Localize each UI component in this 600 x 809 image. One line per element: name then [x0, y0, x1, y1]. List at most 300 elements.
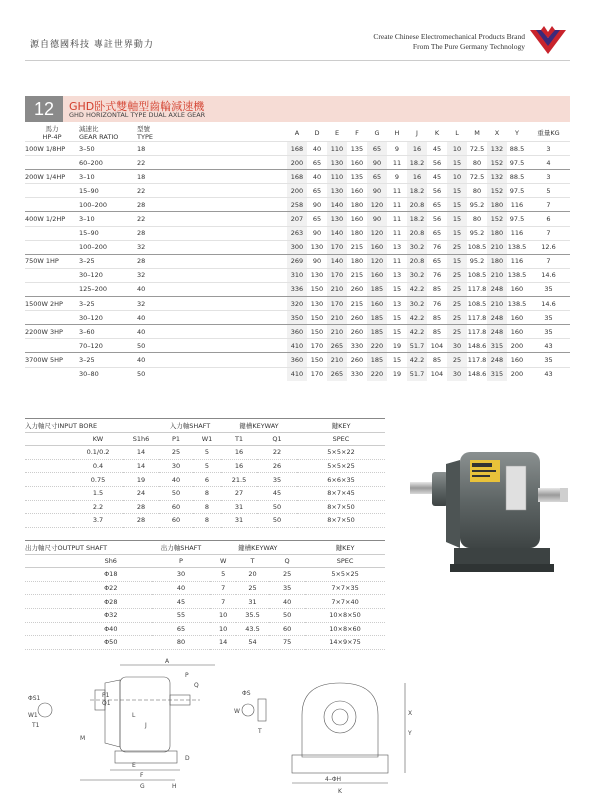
dim-cell: 25: [447, 353, 467, 367]
output-shaft-section: [25, 540, 385, 650]
input-row: [25, 446, 385, 460]
input-cell: 5: [193, 459, 221, 473]
dim-cell: 130: [327, 212, 347, 226]
dim-cell: 18.2: [407, 184, 427, 198]
ratio-cell: 30–120: [79, 311, 137, 325]
header-weight: 重量KG: [537, 128, 560, 137]
dim-cell: 15: [387, 282, 407, 296]
input-cell: 8: [193, 500, 221, 514]
dim-cell: 140: [327, 198, 347, 212]
dim-cell: 108.5: [467, 268, 487, 282]
dim-cell: 25: [447, 297, 467, 311]
dim-cell: 170: [327, 240, 347, 254]
output-cell: 10: [210, 608, 235, 622]
dim-cell: 152: [487, 184, 507, 198]
dim-cell: 138.5: [507, 268, 527, 282]
header-brand-text: [373, 32, 525, 52]
output-keyway-group: 鍵槽KEYWAY: [210, 541, 305, 555]
dim-cell: 200: [287, 184, 307, 198]
dim-cell: 160: [367, 268, 387, 282]
type-cell: 18: [137, 142, 287, 156]
weight-cell: 14.6: [527, 297, 570, 311]
weight-cell: 14.6: [527, 268, 570, 282]
dim-cell: 13: [387, 297, 407, 311]
input-cell: 30: [159, 459, 193, 473]
dim-cell: 138.5: [507, 297, 527, 311]
power-cell: 100W 1/8HP: [25, 142, 79, 156]
power-cell: [25, 367, 79, 381]
spec-table: [25, 124, 570, 381]
dim-cell: 76: [427, 240, 447, 254]
dim-cell: 10: [447, 142, 467, 156]
output-key-group: 鍵KEY: [305, 541, 385, 555]
dim-cell: 148.6: [467, 339, 487, 353]
dim-cell: 180: [347, 254, 367, 268]
output-cell: Φ40: [70, 622, 152, 636]
dim-cell: 135: [347, 170, 367, 184]
input-col: T1: [221, 432, 257, 446]
input-col: SPEC: [297, 432, 385, 446]
dim-cell: 56: [427, 184, 447, 198]
dimension-drawing: [20, 655, 580, 795]
dim-cell: 160: [507, 325, 527, 339]
dim-cell: 95.2: [467, 198, 487, 212]
input-cell: 31: [221, 514, 257, 528]
dim-cell: 130: [307, 240, 327, 254]
power-cell: [25, 240, 79, 254]
dim-cell: 132: [487, 170, 507, 184]
input-cell: 31: [221, 500, 257, 514]
input-row: [25, 473, 385, 487]
input-cell: 60: [159, 514, 193, 528]
dim-cell: 130: [327, 156, 347, 170]
dim-cell: 210: [327, 353, 347, 367]
dim-cell: 170: [307, 367, 327, 381]
dim-cell: 11: [387, 156, 407, 170]
dim-cell: 51.7: [407, 367, 427, 381]
dim-cell: 180: [487, 198, 507, 212]
dim-cell: 180: [487, 254, 507, 268]
output-cell: 25: [269, 568, 305, 582]
input-cell: 5×5×22: [297, 446, 385, 460]
output-cell: 40: [152, 581, 211, 595]
input-cell: 1.5: [73, 486, 123, 500]
dim-cell: 16: [407, 170, 427, 184]
output-row: [25, 568, 385, 582]
weight-cell: 35: [527, 282, 570, 296]
type-cell: 28: [137, 226, 287, 240]
spec-row: [25, 325, 570, 339]
dim-cell: 85: [427, 325, 447, 339]
input-cell: 8: [193, 486, 221, 500]
dim-cell: 168: [287, 142, 307, 156]
dim-cell: 30.2: [407, 297, 427, 311]
weight-cell: 43: [527, 339, 570, 353]
dim-cell: 315: [487, 367, 507, 381]
dim-cell: 116: [507, 198, 527, 212]
header-dim: L: [447, 124, 467, 142]
power-cell: 750W 1HP: [25, 254, 79, 268]
dim-cell: 210: [327, 282, 347, 296]
dim-label-q1: Q1: [102, 700, 111, 707]
spec-row: [25, 367, 570, 381]
dim-cell: 9: [387, 142, 407, 156]
dim-cell: 200: [507, 339, 527, 353]
dim-cell: 210: [327, 311, 347, 325]
section-title-cn: GHD卧式雙軸型齒輪減速機: [69, 100, 205, 113]
dim-cell: 11: [387, 254, 407, 268]
output-cell: 20: [236, 568, 269, 582]
dim-cell: 315: [487, 339, 507, 353]
dim-cell: 85: [427, 282, 447, 296]
input-cell: 8×7×50: [297, 500, 385, 514]
output-cell: Φ22: [70, 581, 152, 595]
dim-cell: 56: [427, 156, 447, 170]
weight-cell: 3: [527, 170, 570, 184]
input-row: [25, 459, 385, 473]
brand-logo-icon: [530, 26, 566, 54]
spec-row: [25, 339, 570, 353]
output-row: [25, 581, 385, 595]
output-shaft-group: 出力軸SHAFT: [152, 541, 211, 555]
power-cell: [25, 311, 79, 325]
dim-cell: 104: [427, 367, 447, 381]
spec-row: [25, 212, 570, 226]
dim-cell: 330: [347, 339, 367, 353]
power-cell: 400W 1/2HP: [25, 212, 79, 226]
header-dim: A: [287, 124, 307, 142]
dim-label-p: P: [185, 672, 189, 679]
output-cell: 35.5: [236, 608, 269, 622]
input-cell: 8×7×50: [297, 514, 385, 528]
spec-row: [25, 198, 570, 212]
dim-cell: 65: [367, 170, 387, 184]
dim-cell: 350: [287, 311, 307, 325]
brand-line-1: Create Chinese Electromechanical Products Brand: [373, 32, 525, 41]
header-power: 馬力 HP-4P: [42, 124, 62, 141]
dim-cell: 15: [387, 353, 407, 367]
dim-cell: 56: [427, 212, 447, 226]
type-cell: 32: [137, 240, 287, 254]
input-cell: 5×5×25: [297, 459, 385, 473]
dim-cell: 13: [387, 240, 407, 254]
dim-cell: 180: [347, 226, 367, 240]
dim-cell: 120: [367, 254, 387, 268]
section-number: 12: [25, 96, 63, 122]
dim-cell: 210: [487, 297, 507, 311]
dim-cell: 18.2: [407, 156, 427, 170]
dim-cell: 20.8: [407, 226, 427, 240]
ratio-cell: 60–200: [79, 156, 137, 170]
spec-row: [25, 184, 570, 198]
dim-cell: 215: [347, 268, 367, 282]
dim-label-p1: P1: [102, 692, 110, 699]
dim-cell: 15: [447, 184, 467, 198]
spec-row: [25, 170, 570, 184]
input-cell: 2.2: [73, 500, 123, 514]
input-cell: 21.5: [221, 473, 257, 487]
output-cell: 14×9×75: [305, 636, 385, 650]
dim-cell: 160: [347, 156, 367, 170]
input-cell: 27: [221, 486, 257, 500]
dim-cell: 19: [387, 339, 407, 353]
dim-cell: 13: [387, 268, 407, 282]
dim-cell: 97.5: [507, 212, 527, 226]
type-cell: 50: [137, 339, 287, 353]
spec-row: [25, 254, 570, 268]
dim-cell: 220: [367, 367, 387, 381]
dim-cell: 260: [347, 311, 367, 325]
brand-line-2: From The Pure Germany Technology: [412, 42, 525, 51]
ratio-cell: 100–200: [79, 198, 137, 212]
input-cell: 50: [159, 486, 193, 500]
dim-cell: 117.8: [467, 325, 487, 339]
dim-cell: 104: [427, 339, 447, 353]
input-keyway-group: 鍵槽KEYWAY: [221, 419, 297, 433]
dim-cell: 150: [307, 325, 327, 339]
dim-cell: 80: [467, 156, 487, 170]
output-cell: 43.5: [236, 622, 269, 636]
weight-cell: 5: [527, 184, 570, 198]
type-cell: 18: [137, 170, 287, 184]
dim-cell: 160: [507, 311, 527, 325]
spec-row: [25, 282, 570, 296]
weight-cell: 43: [527, 367, 570, 381]
output-cell: 7×7×35: [305, 581, 385, 595]
type-cell: 40: [137, 353, 287, 367]
header-slogan: 源自德國科技 專註世界動力: [30, 40, 154, 50]
output-cell: 45: [152, 595, 211, 609]
dim-cell: 140: [327, 226, 347, 240]
output-col: W: [210, 554, 235, 568]
power-cell: [25, 339, 79, 353]
dim-cell: 160: [347, 184, 367, 198]
spec-row: [25, 268, 570, 282]
input-cell: 19: [123, 473, 159, 487]
dim-cell: 80: [467, 184, 487, 198]
output-cell: Φ50: [70, 636, 152, 650]
dim-cell: 15: [387, 325, 407, 339]
input-col: KW: [73, 432, 123, 446]
ratio-cell: 100–200: [79, 240, 137, 254]
input-cell: 24: [123, 486, 159, 500]
output-col: P: [152, 554, 211, 568]
weight-cell: 7: [527, 254, 570, 268]
input-cell: 35: [257, 473, 297, 487]
dim-cell: 150: [307, 353, 327, 367]
input-col: W1: [193, 432, 221, 446]
dim-cell: 160: [367, 240, 387, 254]
dim-cell: 300: [287, 240, 307, 254]
input-cell: 26: [257, 459, 297, 473]
spec-row: [25, 353, 570, 367]
dim-cell: 95.2: [467, 254, 487, 268]
dim-cell: 160: [507, 282, 527, 296]
header-type: 型號 TYPE: [137, 124, 153, 141]
dim-cell: 117.8: [467, 311, 487, 325]
output-cell: 54: [236, 636, 269, 650]
input-cell: 6×6×35: [297, 473, 385, 487]
dim-cell: 248: [487, 353, 507, 367]
header-dim: F: [347, 124, 367, 142]
dim-cell: 72.5: [467, 170, 487, 184]
ratio-cell: 3–25: [79, 297, 137, 311]
output-col: Sh6: [70, 554, 152, 568]
dim-label-q: Q: [194, 682, 199, 689]
dim-cell: 11: [387, 212, 407, 226]
dim-cell: 130: [327, 184, 347, 198]
output-cell: 7×7×40: [305, 595, 385, 609]
input-cell: 22: [257, 446, 297, 460]
output-cell: 25: [236, 581, 269, 595]
output-cell: 30: [152, 568, 211, 582]
dim-label-s: ΦS: [242, 690, 251, 697]
dim-label-f: F: [140, 772, 144, 779]
dim-cell: 220: [367, 339, 387, 353]
dim-cell: 265: [327, 367, 347, 381]
output-cell: Φ28: [70, 595, 152, 609]
dim-cell: 248: [487, 282, 507, 296]
dim-cell: 185: [367, 282, 387, 296]
dim-cell: 170: [307, 339, 327, 353]
dim-cell: 90: [307, 254, 327, 268]
dim-cell: 310: [287, 268, 307, 282]
input-col: P1: [159, 432, 193, 446]
input-cell: 6: [193, 473, 221, 487]
dim-cell: 88.5: [507, 170, 527, 184]
input-cell: 0.4: [73, 459, 123, 473]
section-title-en: GHD HORIZONTAL TYPE DUAL AXLE GEAR: [69, 111, 206, 119]
output-cell: 7: [210, 581, 235, 595]
dim-cell: 200: [287, 156, 307, 170]
dim-cell: 410: [287, 367, 307, 381]
dim-cell: 10: [447, 170, 467, 184]
weight-cell: 4: [527, 156, 570, 170]
output-cell: 60: [269, 622, 305, 636]
header-divider: [25, 60, 570, 61]
weight-cell: 35: [527, 311, 570, 325]
weight-cell: 35: [527, 325, 570, 339]
dim-cell: 65: [427, 198, 447, 212]
dim-cell: 120: [367, 198, 387, 212]
dim-cell: 11: [387, 184, 407, 198]
dim-cell: 160: [367, 297, 387, 311]
input-cell: 60: [159, 500, 193, 514]
dim-cell: 65: [307, 184, 327, 198]
input-cell: 8×7×45: [297, 486, 385, 500]
dim-cell: 117.8: [467, 282, 487, 296]
type-cell: 40: [137, 311, 287, 325]
type-cell: 32: [137, 268, 287, 282]
power-cell: [25, 226, 79, 240]
dim-cell: 19: [387, 367, 407, 381]
dim-cell: 11: [387, 226, 407, 240]
ratio-cell: 3–50: [79, 142, 137, 156]
dim-label-x: X: [408, 710, 413, 717]
input-row: [25, 514, 385, 528]
header-dim: X: [487, 124, 507, 142]
dim-cell: 200: [507, 367, 527, 381]
input-row: [25, 500, 385, 514]
dim-label-m: M: [80, 735, 86, 742]
dim-cell: 25: [447, 240, 467, 254]
dim-cell: 260: [347, 325, 367, 339]
output-cell: Φ18: [70, 568, 152, 582]
output-cell: 65: [152, 622, 211, 636]
spec-table-header: [25, 124, 570, 142]
spec-row: [25, 142, 570, 156]
dim-cell: 15: [447, 212, 467, 226]
dim-cell: 15: [447, 198, 467, 212]
dim-cell: 210: [327, 325, 347, 339]
input-cell: 40: [159, 473, 193, 487]
dim-cell: 88.5: [507, 142, 527, 156]
dim-cell: 269: [287, 254, 307, 268]
power-cell: [25, 156, 79, 170]
type-cell: 22: [137, 212, 287, 226]
type-cell: 28: [137, 198, 287, 212]
dim-cell: 90: [367, 184, 387, 198]
output-cell: 10: [210, 622, 235, 636]
output-cell: Φ32: [70, 608, 152, 622]
input-row: [25, 486, 385, 500]
dim-label-e: E: [132, 762, 136, 769]
dim-cell: 140: [327, 254, 347, 268]
input-cell: 16: [221, 459, 257, 473]
header-dim: Y: [507, 124, 527, 142]
dim-cell: 15: [387, 311, 407, 325]
dim-cell: 248: [487, 311, 507, 325]
input-cell: 28: [123, 514, 159, 528]
header-ratio: 減速比 GEAR RATIO: [79, 124, 119, 141]
dim-cell: 360: [287, 325, 307, 339]
dim-cell: 15: [447, 156, 467, 170]
input-key-group: 鍵KEY: [297, 419, 385, 433]
dim-cell: 410: [287, 339, 307, 353]
output-cell: 55: [152, 608, 211, 622]
dim-cell: 150: [307, 311, 327, 325]
dim-cell: 42.2: [407, 311, 427, 325]
dim-cell: 65: [427, 226, 447, 240]
input-cell: 28: [123, 500, 159, 514]
dim-cell: 248: [487, 325, 507, 339]
dim-cell: 320: [287, 297, 307, 311]
dim-cell: 135: [347, 142, 367, 156]
dim-cell: 76: [427, 268, 447, 282]
dim-cell: 45: [427, 170, 447, 184]
dim-cell: 265: [327, 339, 347, 353]
spec-row: [25, 311, 570, 325]
dim-cell: 148.6: [467, 367, 487, 381]
input-cell: 0.1/0.2: [73, 446, 123, 460]
dim-cell: 260: [347, 282, 367, 296]
ratio-cell: 125–200: [79, 282, 137, 296]
dim-cell: 215: [347, 297, 367, 311]
dim-cell: 25: [447, 268, 467, 282]
type-cell: 32: [137, 297, 287, 311]
spec-row: [25, 156, 570, 170]
dim-cell: 25: [447, 325, 467, 339]
dim-cell: 30: [447, 367, 467, 381]
dim-cell: 90: [307, 198, 327, 212]
ratio-cell: 3–10: [79, 212, 137, 226]
dim-cell: 16: [407, 142, 427, 156]
dim-cell: 65: [307, 212, 327, 226]
dim-cell: 108.5: [467, 297, 487, 311]
spec-row: [25, 226, 570, 240]
dim-label-j: J: [145, 722, 147, 729]
type-cell: 50: [137, 367, 287, 381]
